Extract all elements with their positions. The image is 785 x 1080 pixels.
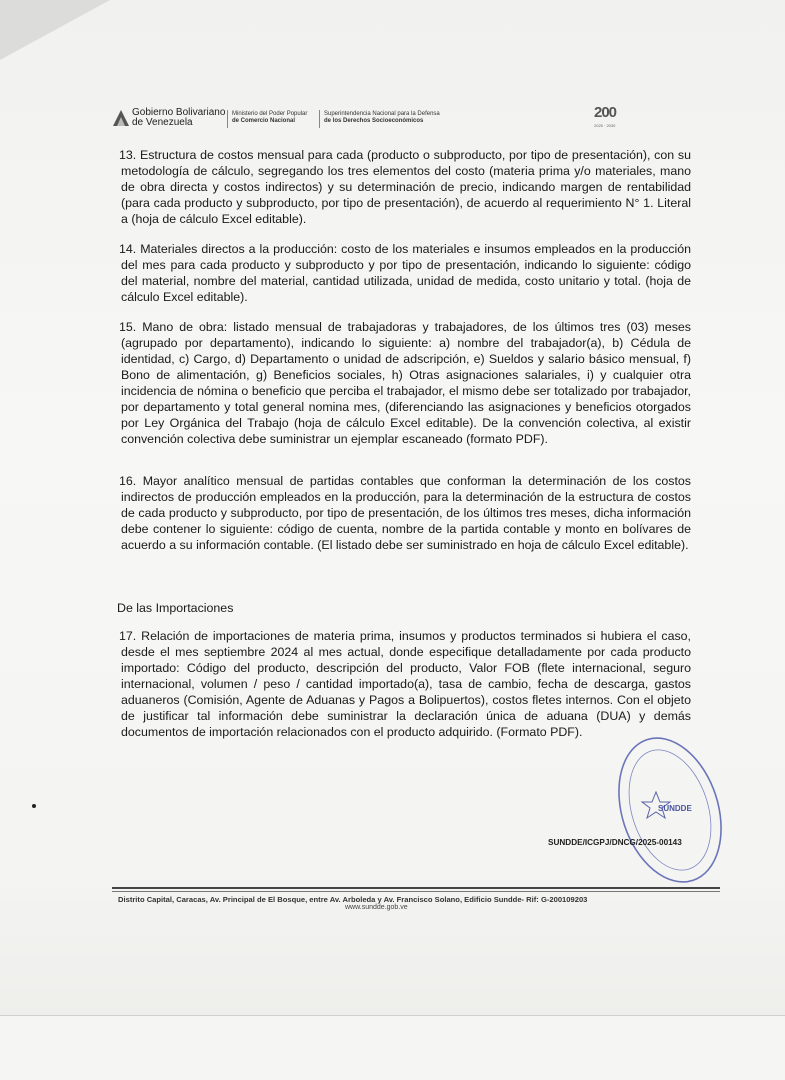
footer-rule bbox=[112, 887, 720, 889]
item-13-text: 13. Estructura de costos mensual para cada (producto o subproducto, por tipo de presentación), con su metodología de cálculo, segregando los tres elementos del costo (materia prima y/o materiales, mano de obra directa y costos indirectos) y su determinación de precio, indicando margen de rentabilidad (para cada producto y subproducto, por tipo de presentación), de acuerdo al requerimiento N° 1. Literal a (hoja de cálculo Excel editable). bbox=[119, 148, 691, 226]
bicentennial-logo bbox=[594, 104, 628, 130]
gov-line2: de Venezuela bbox=[132, 117, 193, 128]
header-divider bbox=[319, 110, 320, 128]
ministry-line1: Ministerio del Poder Popular bbox=[232, 111, 308, 117]
official-stamp bbox=[612, 730, 722, 890]
superintendency-line1: Superintendencia Nacional para la Defensa bbox=[324, 111, 440, 117]
footer-website: www.sundde.gob.ve bbox=[345, 904, 408, 911]
government-name bbox=[132, 108, 225, 128]
ministry-name bbox=[232, 111, 307, 125]
document-reference: SUNDDE/ICGPJ/DNCG/2025-00143 bbox=[548, 838, 682, 847]
bicentennial-logo-number: 200 bbox=[594, 104, 617, 121]
item-14-text: 14. Materiales directos a la producción: costo de los materiales e insumos empleados en la producción del mes para cada producto y subproducto y por tipo de presentación, indicando lo siguiente: código del material, nombre del material, cantidad utilizada, unidad de medida, costo unitario y total. (hoja de cálculo Excel editable). bbox=[119, 242, 691, 304]
margin-mark bbox=[32, 804, 36, 808]
header-divider bbox=[227, 110, 228, 128]
ministry-line2: de Comercio Nacional bbox=[232, 118, 296, 124]
superintendency-line2: de los Derechos Socioeconómicos bbox=[324, 118, 424, 124]
page-fold bbox=[0, 1015, 785, 1080]
footer-rule bbox=[112, 891, 720, 892]
list-item bbox=[121, 628, 691, 740]
list-item bbox=[121, 147, 691, 227]
superintendency-name bbox=[324, 111, 440, 125]
item-17-text: 17. Relación de importaciones de materia prima, insumos y productos terminados si hubiera el caso, desde el mes septiembre 2024 al mes actual, donde especifique detalladamente por cada producto importado: Código del producto, descripción del producto, Valor FOB (flete internacional, seguro internacional, volumen / peso / cantidad importado(a), tasa de cambio, fecha de descarga, gastos aduaneros (Comisión, Agente de Aduanas y Pagos a Bolipuertos), costos fletes internos. Con el objeto de justificar tal información debe suministrar la declaración única de aduana (DUA) y demás documentos de importación relacionados con el producto adquirido. (Formato PDF). bbox=[119, 629, 691, 739]
list-item bbox=[121, 319, 691, 447]
stamp-logo-text: SUNDDE bbox=[658, 804, 692, 813]
letterhead bbox=[112, 104, 745, 134]
government-logo-icon bbox=[112, 108, 130, 128]
item-16-text: 16. Mayor analítico mensual de partidas contables que conforman la determinación de los costos indirectos de producción empleados en la producción, para la determinación de la estructura de costos de cada producto y subproducto, por tipo de presentación, de los últimos tres meses, dicha información debe contener lo siguiente: código de cuenta, nombre de la partida contable y monto en bolívares de acuerdo a su información contable. (El listado debe ser suministrado en hoja de cálculo Excel editable). bbox=[119, 474, 691, 552]
list-item bbox=[121, 473, 691, 553]
gov-line1: Gobierno Bolivariano bbox=[132, 107, 226, 118]
list-item bbox=[121, 241, 691, 305]
section-heading: De las Importaciones bbox=[117, 601, 234, 615]
footer-address: Distrito Capital, Caracas, Av. Principal de El Bosque, entre Av. Arboleda y Av. Francisco Solano, Edificio Sundde- Rif: G-200109203 bbox=[118, 895, 588, 904]
bicentennial-logo-years: 2025 · 2030 bbox=[594, 123, 616, 128]
item-15-text: 15. Mano de obra: listado mensual de trabajadoras y trabajadores, de los últimos tres (03) meses (agrupado por departamento), indicando lo siguiente: a) nombre del trabajador(a), b) Cédula de identidad, c) Cargo, d) Departamento o unidad de adscripción, e) Sueldos y salario básico mensual, f) Bono de alimentación, g) Beneficios sociales, h) Otras asignaciones salariales, i) y cualquier otra incidencia de nómina o beneficio que perciba el trabajador, el mismo debe ser totalizado por trabajador, por departamento y total general nomina mes, (diferenciando las asignaciones y beneficios otorgados por Ley Orgánica del Trabajo (hoja de cálculo Excel editable). De la convención colectiva, al existir convención colectiva debe suministrar un ejemplar escaneado (formato PDF). bbox=[119, 320, 691, 446]
page-corner-shadow bbox=[0, 0, 110, 60]
